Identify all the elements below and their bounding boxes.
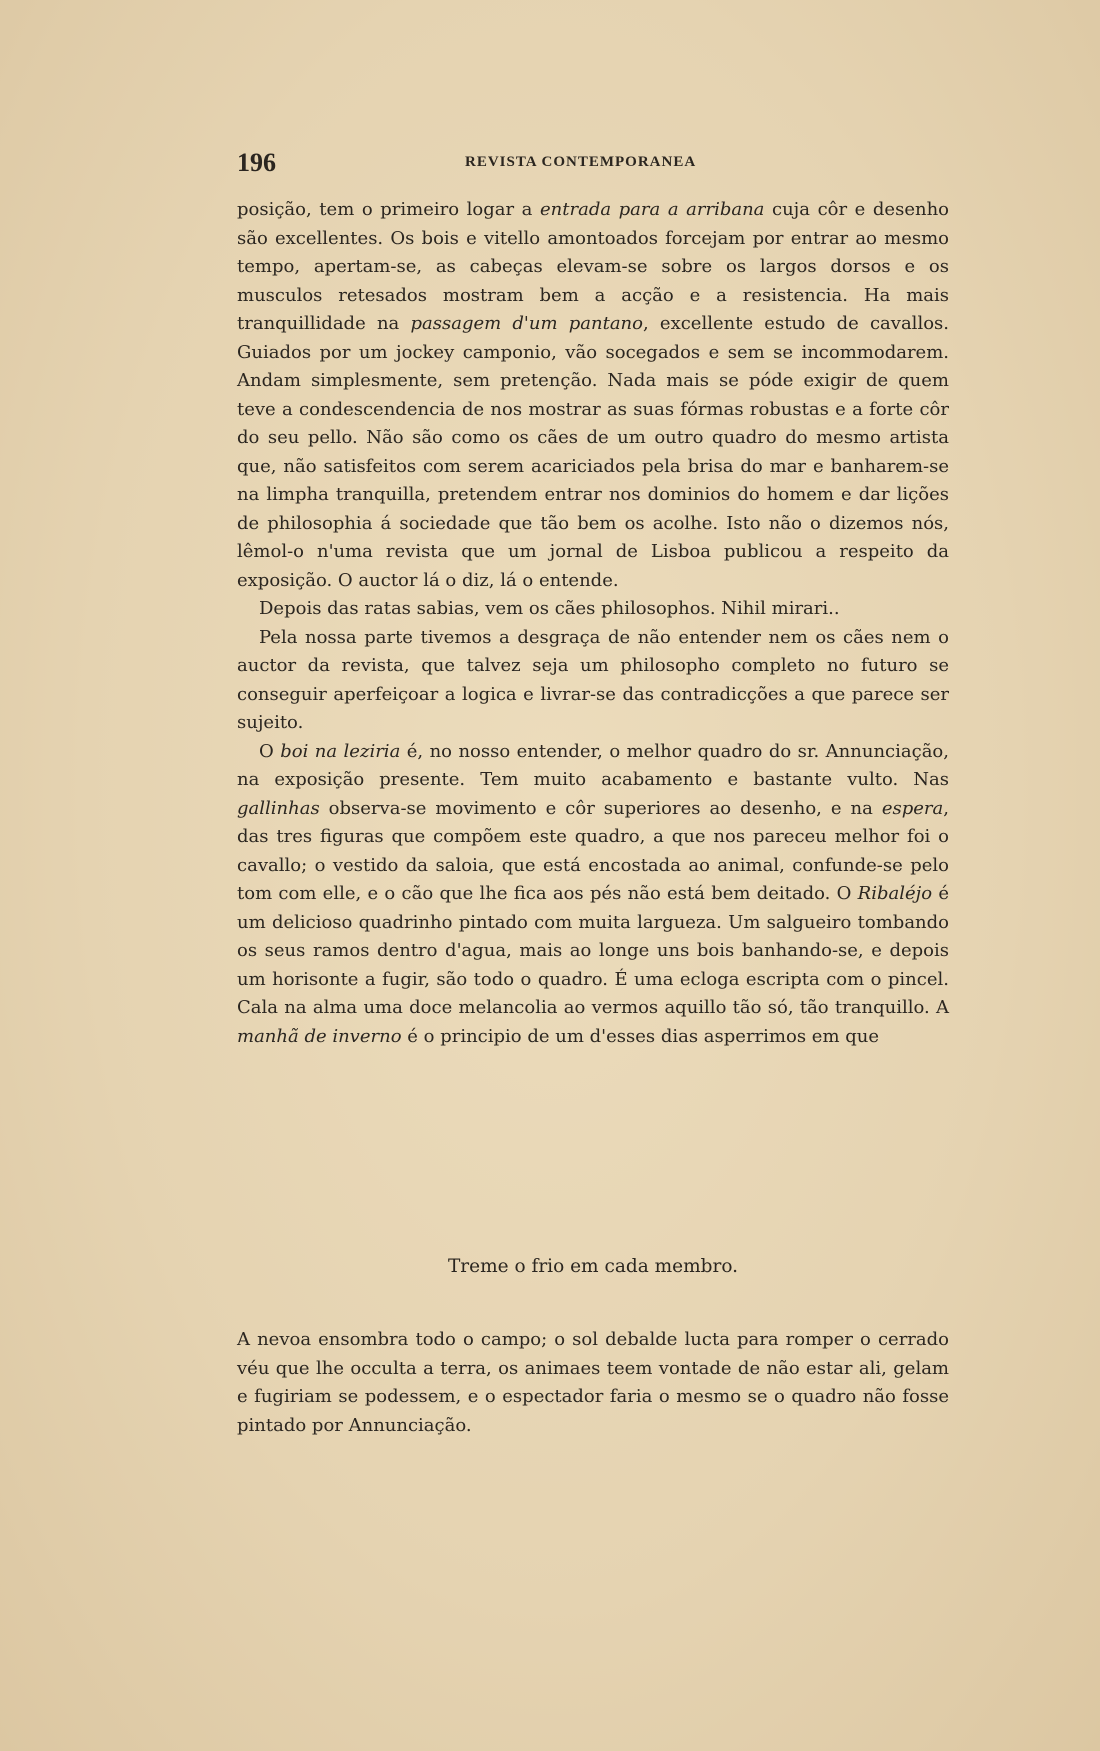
italic-title: entrada para a arribana — [540, 199, 765, 220]
text-run: , das tres figuras que compõem este quadro, a que nos pareceu melhor foi o cavallo; o vestido da saloia, que está encostada ao animal, confunde-se pelo tom com elle, e o cão que lhe fica aos pés não está bem deitado. O — [237, 797, 949, 904]
italic-title: manhã de inverno — [237, 1025, 402, 1047]
page-header — [237, 148, 949, 184]
text-run: , excellente estudo de cavallos. Guiados por um jockey camponio, vão socegados e sem se incommodarem. Andam simplesmente, sem pretenção. Nada mais se póde exigir de quem teve a condescendencia de nos mostrar as suas fórmas robustas e a forte côr do seu pello. Não são como os cães de um outro quadro do mesmo artista que, não satisfeitos com serem acariciados pela brisa do mar e banharem-se na limpha tranquilla, pretendem entrar nos dominios do homem e dar lições de philosophia á sociedade que tão bem os acolhe. Isto não o dizemos nós, lêmol-o n'uma revista que um jornal de Lisboa publicou a respeito da exposição. O auctor lá o diz, lá o entende. — [237, 313, 949, 591]
paragraph — [237, 595, 949, 624]
text-run: é, no nosso entender, o melhor quadro do sr. Annunciação, na exposição presente. Tem muito acabamento e bastante vulto. Nas — [237, 740, 949, 790]
text-run: é um delicioso quadrinho pintado com muita largueza. Um salgueiro tombando os seus ramos dentro d'agua, mais ao longe uns bois banhando-se, e depois um horisonte a fugir, são todo o quadro. É uma ecloga escripta com o pincel. Cala na alma uma doce melancolia ao vermos aquillo tão só, tão tranquillo. A — [237, 883, 949, 1018]
body-text — [237, 196, 949, 1051]
text-run: posição, tem o primeiro logar a — [237, 199, 540, 220]
italic-title: Ribaléjo — [857, 883, 933, 904]
paragraph — [237, 624, 949, 738]
text-run: O — [259, 740, 281, 762]
italic-title: boi na leziria — [280, 740, 401, 762]
running-title: REVISTA CONTEMPORANEA — [465, 154, 697, 170]
italic-title: gallinhas — [237, 797, 320, 819]
page-number: 196 — [237, 148, 276, 177]
italic-title: passagem d'um pantano — [410, 313, 643, 334]
text-run: cuja côr e desenho são excellentes. Os bois e vitello amontoados forcejam por entrar ao mesmo tempo, apertam-se, as cabeças elevam-se sobre os largos dorsos e os musculos retesados mostram bem a acção e a resistencia. Ha mais tranquillidade na — [237, 199, 949, 334]
text-run: Pela nossa parte tivemos a desgraça de não entender nem os cães nem o auctor da revista, que talvez seja um philosopho completo no futuro se conseguir aperfeiçoar a logica e livrar-se das contradicções a que parece ser sujeito. — [237, 626, 949, 733]
paragraph — [237, 738, 949, 1052]
verse-quote: Treme o frio em cada membro. — [447, 1256, 739, 1277]
closing-paragraph: A nevoa ensombra todo o campo; o sol debalde lucta para romper o cerrado véu que lhe occulta a terra, os animaes teem vontade de não estar ali, gelam e fugiriam se podessem, e o espectador faria o mesmo se o quadro não fosse pintado por Annunciação. — [237, 1329, 949, 1436]
paragraph — [237, 196, 949, 595]
text-run: é o principio de um d'esses dias asperrimos em que — [401, 1025, 879, 1047]
text-run: Depois das ratas sabias, vem os cães philosophos. Nihil mirari.. — [259, 598, 840, 619]
text-run: observa-se movimento e côr superiores ao desenho, e na — [319, 797, 882, 819]
italic-title: espera — [881, 797, 944, 819]
